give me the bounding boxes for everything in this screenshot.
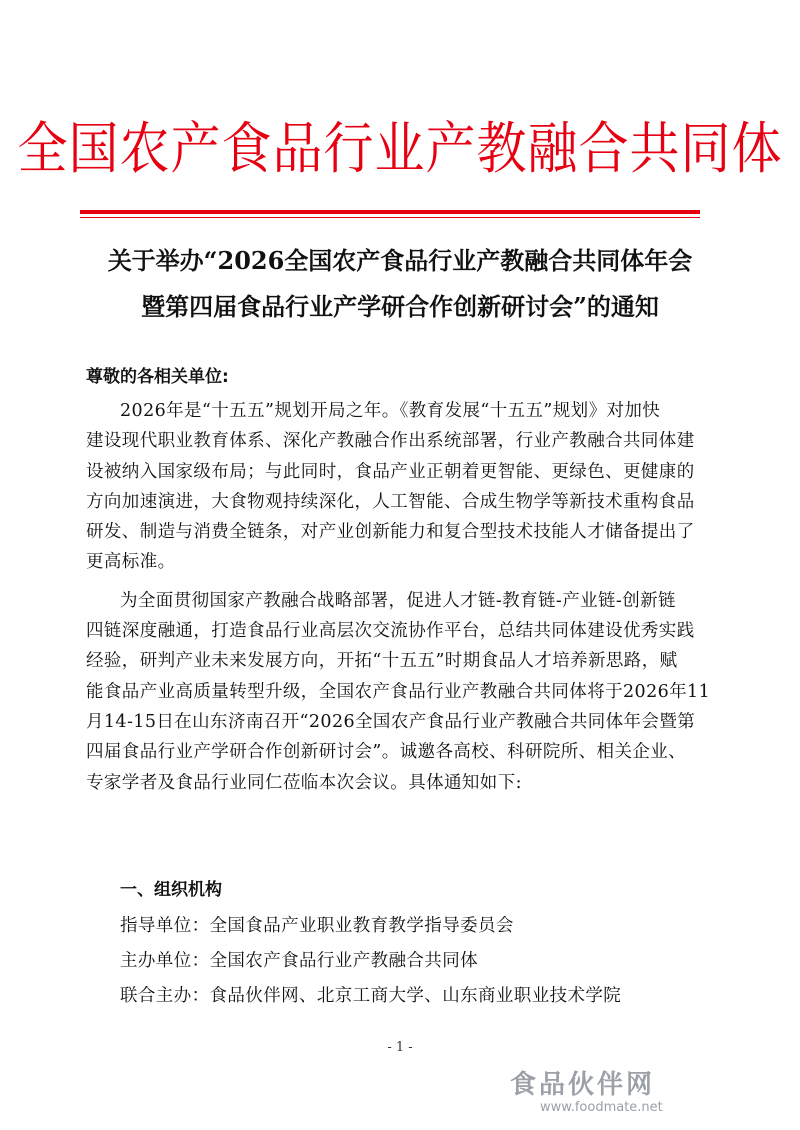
notice-body	[86, 396, 726, 798]
notice-title	[60, 238, 740, 330]
salutation: 尊敬的各相关单位:	[86, 367, 229, 387]
paragraph-line: 方向加速演进，大食物观持续深化，人工智能、合成生物学等新技术重构食品	[86, 491, 695, 512]
organization-row-co-host: 联合主办：食品伙伴网、北京工商大学、山东商业职业技术学院	[120, 986, 622, 1006]
paragraph-line: 设被纳入国家级布局；与此同时，食品产业正朝着更智能、更绿色、更健康的	[86, 461, 695, 482]
masthead-rule-thick	[80, 210, 700, 214]
organization-row-host: 主办单位：全国农产食品行业产教融合共同体	[120, 951, 478, 971]
paragraph-line: 经验，研判产业未来发展方向，开拓“十五五”时期食品人才培养新思路，赋	[86, 651, 678, 672]
paragraph-line: 四届食品行业产学研合作创新研讨会”。诚邀各高校、科研院所、相关企业、	[86, 742, 687, 763]
paragraph-line: 2026年是“十五五”规划开局之年。《教育发展“十五五”规划》对加快	[120, 401, 661, 421]
watermark-url: www.foodmate.net	[540, 1100, 663, 1115]
paragraph-gap	[86, 578, 726, 586]
organization-list	[120, 909, 720, 1014]
organization-row-guiding: 指导单位：全国食品产业职业教育教学指导委员会	[120, 916, 514, 936]
notice-title-line-1: 关于举办“2026全国农产食品行业产教融合共同体年会	[107, 246, 693, 275]
paragraph-line: 四链深度融通，打造食品行业高层次交流协作平台，总结共同体建设优秀实践	[86, 621, 695, 642]
paragraph-1	[86, 396, 726, 578]
paragraph-line: 月14-15日在山东济南召开“2026全国农产食品行业产教融合共同体年会暨第	[86, 711, 696, 732]
paragraph-line: 为全面贯彻国家产教融合战略部署，促进人才链-教育链-产业链-创新链	[120, 590, 676, 611]
paragraph-line: 能食品产业高质量转型升级，全国农产食品行业产教融合共同体将于2026年11	[86, 681, 711, 702]
page-number: - 1 -	[387, 1040, 413, 1055]
paragraph-line: 研发、制造与消费全链条，对产业创新能力和复合型技术技能人才储备提出了	[86, 522, 695, 543]
paragraph-2	[86, 586, 726, 798]
paragraph-line: 专家学者及食品行业同仁莅临本次会议。具体通知如下:	[86, 772, 522, 793]
notice-title-line-2: 暨第四届食品行业产学研合作创新研讨会”的通知	[141, 292, 659, 321]
section-heading-organization: 一、组织机构	[120, 880, 222, 900]
foodmate-watermark	[510, 1070, 663, 1116]
watermark-name: 食品伙伴网	[510, 1070, 656, 1100]
masthead-rule-thin	[80, 217, 700, 218]
paragraph-line: 更高标准。	[86, 552, 176, 573]
masthead-title: 全国农产食品行业产教融合共同体	[17, 116, 783, 182]
paragraph-line: 建设现代职业教育体系、深化产教融合作出系统部署，行业产教融合共同体建	[86, 431, 695, 452]
